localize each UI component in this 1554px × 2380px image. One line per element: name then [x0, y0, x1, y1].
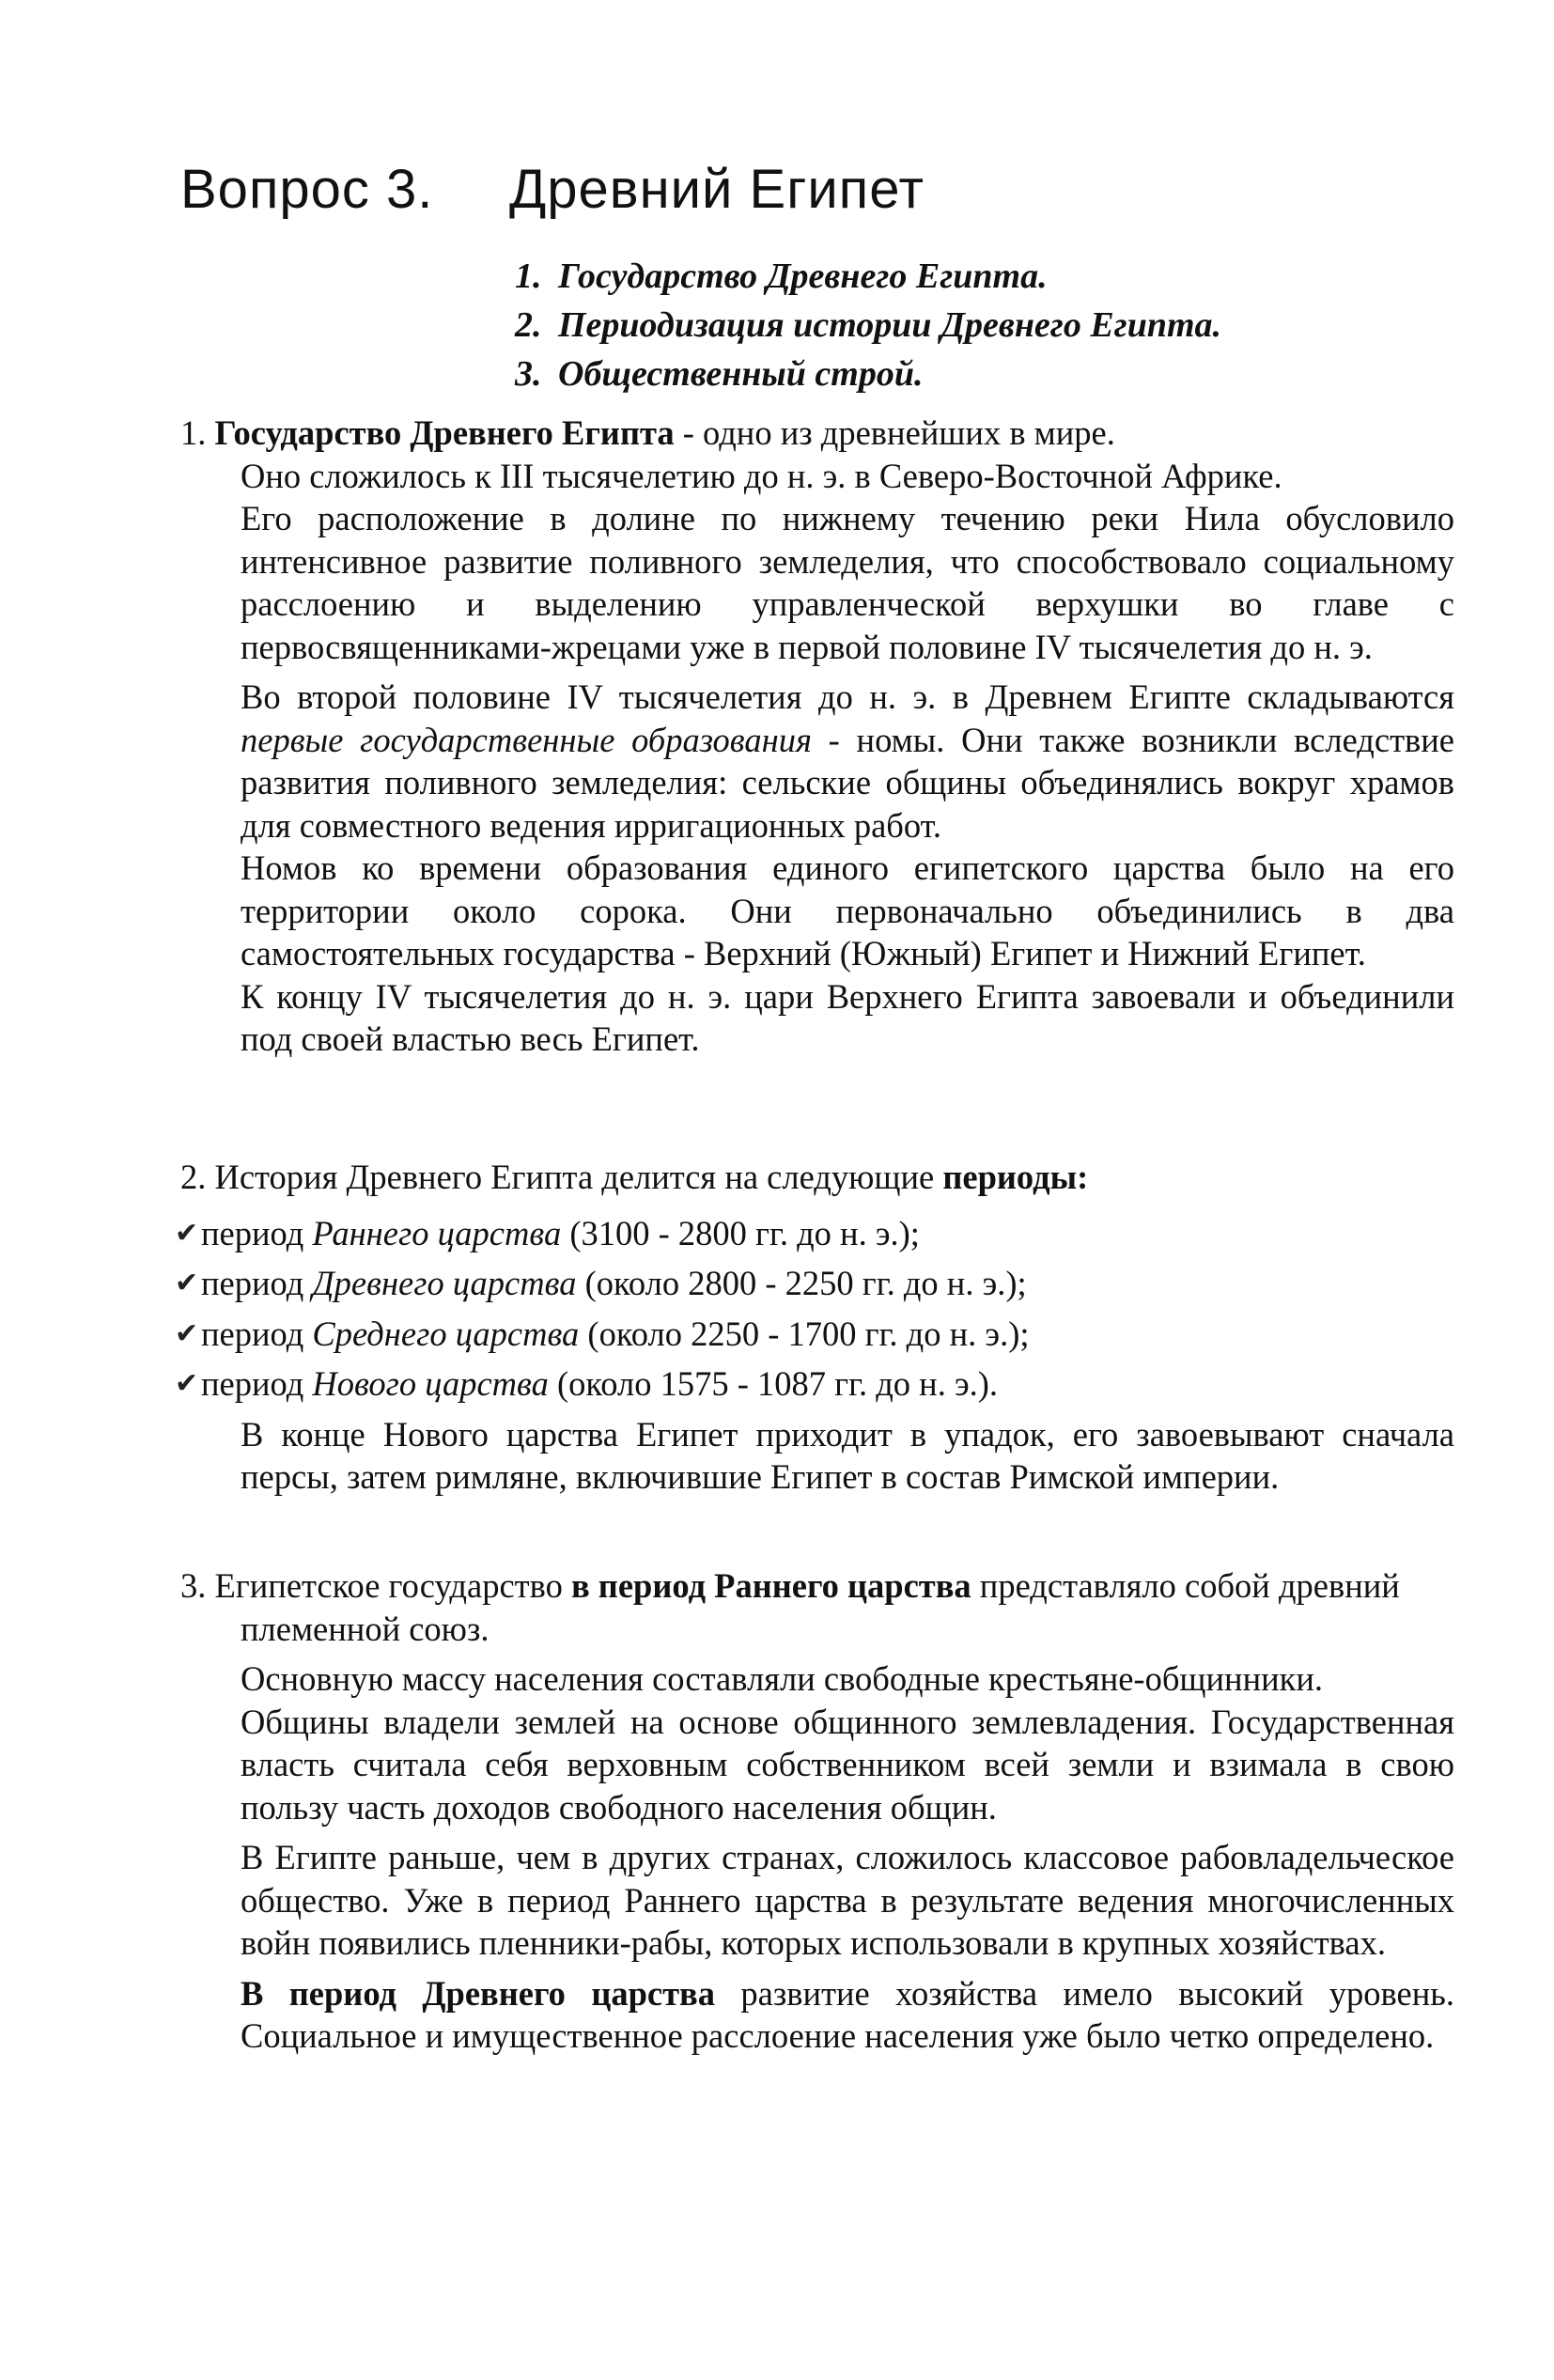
- paragraph: В период Древнего царства развитие хозяйства имело высокий уровень. Социальное и имущественное расслоение населения уже было четко определено.: [241, 1973, 1454, 2055]
- check-icon: ✔: [175, 1216, 199, 1250]
- toc-item: 2. Периодизация истории Древнего Египта.: [515, 305, 1222, 345]
- toc-item: 1. Государство Древнего Египта.: [515, 257, 1048, 296]
- check-icon: ✔: [175, 1316, 199, 1350]
- paragraph: Номов ко времени образования единого египетского царства было на его территории около сорока. Они первоначально объединились в два самостоятельных государства - Верхний (Южный) Египет и Нижний Египет.: [241, 848, 1454, 972]
- question-number: Вопрос 3.: [180, 159, 434, 220]
- question-topic: Древний Египет: [509, 159, 925, 220]
- section-2-lead: 2. История Древнего Египта делится на следующие периоды:: [180, 1158, 1089, 1196]
- paragraph: Его расположение в долине по нижнему течению реки Нила обусловило интенсивное развитие поливного земледелия, что способствовало социальному расслоению и выделению управленческой верхушки во главе с первосвященниками-жрецами уже в первой половине IV тысячелетия до н. э.: [241, 499, 1454, 666]
- table-of-contents: [515, 252, 1221, 398]
- section-1: [180, 412, 1454, 1061]
- section-1-lead: 1. Государство Древнего Египта - одно из древнейших в мире.: [180, 413, 1115, 452]
- list-item: ✔ период Нового царства (около 1575 - 1087 гг. до н. э.).: [180, 1362, 1454, 1406]
- paragraph: Во второй половине IV тысячелетия до н. э. в Древнем Египте складываются первые государственные образования - номы. Они также возникли вследствие развития поливного земледелия: сельские общины объединялись вокруг храмов для совместного ведения ирригационных работ.: [241, 677, 1454, 845]
- page-title: [180, 158, 925, 221]
- check-icon: ✔: [175, 1267, 199, 1299]
- section-1-term: Государство Древнего Египта: [214, 413, 675, 452]
- paragraph: В конце Нового царства Египет приходит в упадок, его завоевывают сначала персы, затем римляне, включившие Египет в состав Римской империи.: [241, 1414, 1454, 1496]
- section-3: [180, 1564, 1454, 2058]
- periods-list: [175, 1212, 1454, 1406]
- list-item: ✔ период Древнего царства (около 2800 - 2250 гг. до н. э.);: [180, 1262, 1454, 1305]
- section-2-term: периоды:: [942, 1158, 1089, 1196]
- paragraph: Основную массу населения составляли свободные крестьяне-общинники.: [241, 1659, 1324, 1698]
- section-3-lead: 3. Египетское государство в период Раннего царства представляло собой древний племенной союз.: [180, 1566, 1400, 1648]
- paragraph: Общины владели землей на основе общинного землевладения. Государственная власть считала себя верховным собственником всей земли и взимала в свою пользу часть доходов свободного населения общин.: [241, 1702, 1454, 1827]
- check-icon: ✔: [175, 1367, 199, 1400]
- emphasis: первые государственные образования: [241, 720, 812, 759]
- emphasis: В период Древнего царства: [241, 1973, 715, 2013]
- list-item: ✔ период Раннего царства (3100 - 2800 гг. до н. э.);: [180, 1212, 1454, 1255]
- section-2: [175, 1156, 1454, 1499]
- paragraph: К концу IV тысячелетия до н. э. цари Верхнего Египта завоевали и объединили под своей властью весь Египет.: [241, 976, 1454, 1058]
- list-item: ✔ период Среднего царства (около 2250 - 1700 гг. до н. э.);: [180, 1313, 1454, 1356]
- paragraph: Оно сложилось к III тысячелетию до н. э. в Северо-Восточной Африке.: [241, 456, 1282, 495]
- paragraph: В Египте раньше, чем в других странах, сложилось классовое рабовладельческое общество. Уже в период Раннего царства в результате ведения многочисленных войн появились пленники-рабы, которых использовали в крупных хозяйствах.: [241, 1838, 1454, 1962]
- toc-item: 3. Общественный строй.: [515, 354, 924, 394]
- section-3-term: в период Раннего царства: [570, 1566, 971, 1605]
